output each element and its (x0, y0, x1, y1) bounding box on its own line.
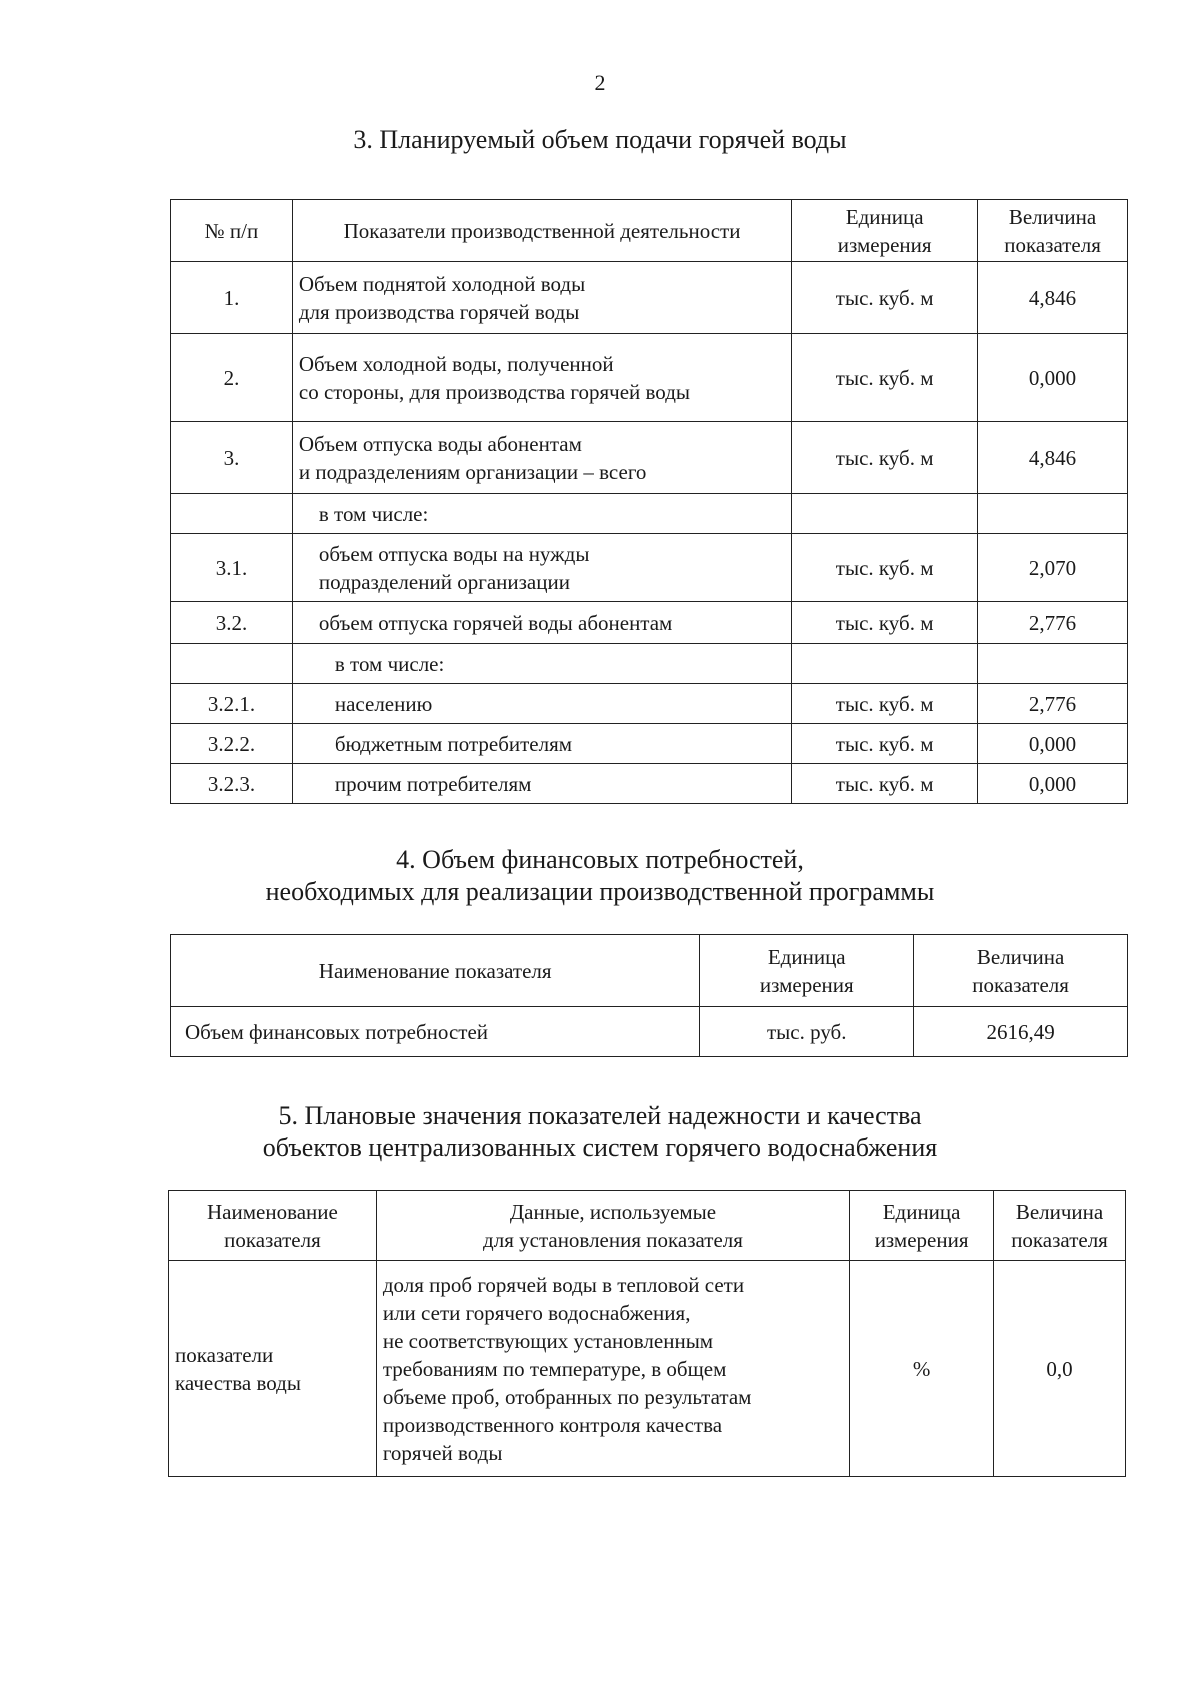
row-name: прочим потребителям (292, 764, 791, 804)
row-name: показатели качества воды (169, 1261, 377, 1477)
header-data: Данные, используемые для установления показателя (376, 1191, 849, 1261)
row-unit (792, 494, 978, 534)
header-unit: Единица измерения (792, 200, 978, 262)
section4-title-line1: 4. Объем финансовых потребностей, (396, 845, 804, 874)
row-value: 0,0 (994, 1261, 1126, 1477)
page-number: 2 (594, 70, 606, 95)
financial-needs-table (170, 934, 1128, 1057)
section4-title-line2: необходимых для реализации производственной программы (265, 877, 935, 906)
row-name: бюджетным потребителям (292, 724, 791, 764)
table-row (171, 684, 1128, 724)
table-row (171, 534, 1128, 602)
table-row (171, 262, 1128, 334)
table-row (171, 764, 1128, 804)
table-header-row (171, 935, 1128, 1007)
row-unit: тыс. куб. м (792, 422, 978, 494)
quality-indicators-table (168, 1190, 1126, 1477)
section3-title: 3. Планируемый объем подачи горячей воды (353, 125, 847, 154)
row-unit (792, 644, 978, 684)
row-value: 0,000 (978, 764, 1128, 804)
row-num: 3. (171, 422, 293, 494)
row-value (978, 494, 1128, 534)
table-row (171, 334, 1128, 422)
row-unit: тыс. куб. м (792, 334, 978, 422)
row-unit: тыс. куб. м (792, 602, 978, 644)
water-supply-table (170, 199, 1128, 804)
row-name: в том числе: (292, 644, 791, 684)
row-unit: тыс. куб. м (792, 262, 978, 334)
row-value: 2,070 (978, 534, 1128, 602)
row-num: 3.2. (171, 602, 293, 644)
row-num: 3.1. (171, 534, 293, 602)
row-name: Объем финансовых потребностей (171, 1007, 700, 1057)
header-name: Наименование показателя (171, 935, 700, 1007)
row-num (171, 644, 293, 684)
header-indicator: Показатели производственной деятельности (292, 200, 791, 262)
row-unit: тыс. куб. м (792, 684, 978, 724)
row-unit: тыс. руб. (700, 1007, 914, 1057)
row-name: объем отпуска воды на нужды подразделений организации (292, 534, 791, 602)
table-row (171, 644, 1128, 684)
row-unit: тыс. куб. м (792, 764, 978, 804)
row-name: объем отпуска горячей воды абонентам (292, 602, 791, 644)
row-name: Объем поднятой холодной воды для производства горячей воды (292, 262, 791, 334)
table-row (171, 724, 1128, 764)
row-num: 1. (171, 262, 293, 334)
row-data: доля проб горячей воды в тепловой сети или сети горячего водоснабжения, не соответствующих установленным требованиям по температуре, в общем объеме проб, отобранных по результатам производственного контроля качества горячей воды (376, 1261, 849, 1477)
table-row (171, 494, 1128, 534)
row-name: в том числе: (292, 494, 791, 534)
row-value: 2,776 (978, 684, 1128, 724)
table-row (171, 1007, 1128, 1057)
row-value: 2,776 (978, 602, 1128, 644)
row-num: 3.2.3. (171, 764, 293, 804)
table-row (171, 422, 1128, 494)
row-name: Объем холодной воды, полученной со стороны, для производства горячей воды (292, 334, 791, 422)
row-num (171, 494, 293, 534)
header-value: Величина показателя (978, 200, 1128, 262)
row-value: 0,000 (978, 724, 1128, 764)
table-header-row (169, 1191, 1126, 1261)
header-num: № п/п (171, 200, 293, 262)
row-name: Объем отпуска воды абонентам и подразделениям организации – всего (292, 422, 791, 494)
section5-title-line1: 5. Плановые значения показателей надежности и качества (278, 1101, 922, 1130)
row-unit: % (850, 1261, 994, 1477)
header-name: Наименование показателя (169, 1191, 377, 1261)
table-header-row (171, 200, 1128, 262)
row-num: 2. (171, 334, 293, 422)
header-value: Величина показателя (994, 1191, 1126, 1261)
row-num: 3.2.2. (171, 724, 293, 764)
section5-title-line2: объектов централизованных систем горячего водоснабжения (262, 1133, 938, 1162)
row-name: населению (292, 684, 791, 724)
row-unit: тыс. куб. м (792, 724, 978, 764)
table-row (171, 602, 1128, 644)
row-value: 4,846 (978, 422, 1128, 494)
row-value: 2616,49 (914, 1007, 1128, 1057)
header-unit: Единица измерения (700, 935, 914, 1007)
row-num: 3.2.1. (171, 684, 293, 724)
row-unit: тыс. куб. м (792, 534, 978, 602)
row-value (978, 644, 1128, 684)
table-row (169, 1261, 1126, 1477)
header-unit: Единица измерения (850, 1191, 994, 1261)
row-value: 0,000 (978, 334, 1128, 422)
header-value: Величина показателя (914, 935, 1128, 1007)
row-value: 4,846 (978, 262, 1128, 334)
